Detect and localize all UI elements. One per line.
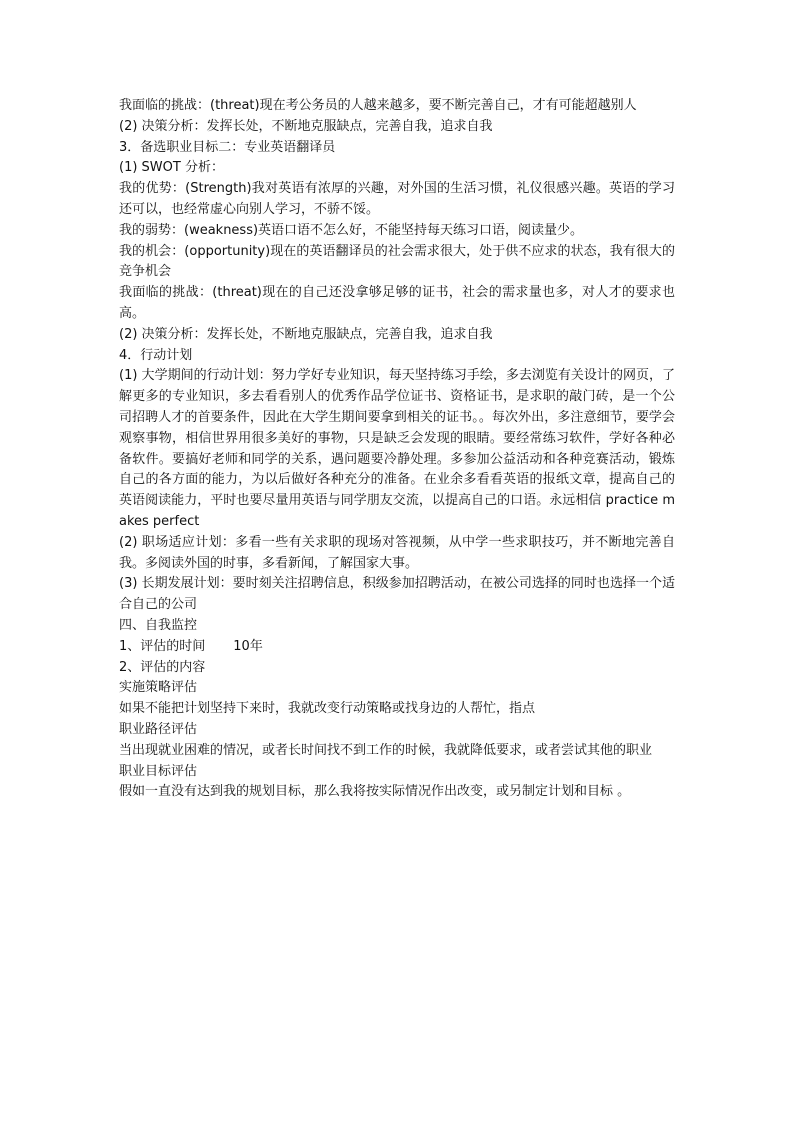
paragraph-weakness: 我的弱势：(weakness)英语口语不怎么好，不能坚持每天练习口语，阅读量少。 [119,222,584,238]
paragraph-path-evaluation: 当出现就业困难的情况，或者长时间找不到工作的时候，我就降低要求，或者尝试其他的职业 [119,742,653,758]
heading-strategy-evaluation: 实施策略评估 [119,680,198,696]
paragraph-workplace-plan: (2) 职场适应计划：多看一些有关求职的现场对答视频，从中学一些求职技巧，并不断地完善自我。多阅读外国的时事，多看新闻，了解国家大事。 [119,534,675,571]
paragraph-strategy-evaluation: 如果不能把计划坚持下来时，我就改变行动策略或找身边的人帮忙，指点 [119,701,536,717]
heading-goal-evaluation: 职业目标评估 [119,763,198,779]
heading-swot-analysis: (1) SWOT 分析： [119,160,224,176]
paragraph-opportunity: 我的机会：(opportunity)现在的英语翻译员的社会需求很大，处于供不应求的状态，我有很大的竞争机会 [119,243,675,280]
evaluation-time-label: 1、评估的时间 [119,638,206,654]
heading-action-plan: 4．行动计划 [119,347,193,363]
evaluation-time-value: 10年 [233,638,263,654]
heading-path-evaluation: 职业路径评估 [119,721,198,737]
paragraph-threat-civil-service: 我面临的挑战：(threat)现在考公务员的人越来越多，要不断完善自己，才有可能超越别人 [119,98,637,113]
heading-evaluation-content: 2、评估的内容 [119,659,206,675]
paragraph-decision-analysis-2: (2) 决策分析：发挥长处，不断地克服缺点，完善自我，追求自我 [119,326,493,342]
evaluation-time-line [119,637,675,658]
paragraph-university-plan: (1) 大学期间的行动计划：努力学好专业知识，每天坚持练习手绘，多去浏览有关设计的网页，了解更多的专业知识，多去看看别人的优秀作品学位证书、资格证书，是求职的敲门砖，是一个公司招聘人才的首要条件，因此在大学生期间要拿到相关的证书。。每次外出，多注意细节，要学会观察事物，相信世界用很多美好的事物，只是缺乏会发现的眼睛。要经常练习软件，学好各种必备软件。要搞好老师和同学的关系，遇问题要冷静处理。多参加公益活动和各种竞赛活动，锻炼自己的各方面的能力，为以后做好各种充分的准备。在业余多看看英语的报纸文章，提高自己的英语阅读能力，平时也要尽量用英语与同学朋友交流，以提高自己的口语。永远相信 practice makes perfect [119,368,675,529]
paragraph-threat-certificates: 我面临的挑战：(threat)现在的自己还没拿够足够的证书，社会的需求量也多，对人才的要求也高。 [119,285,675,321]
document-page [119,96,675,803]
paragraph-long-term-plan: (3) 长期发展计划：要时刻关注招聘信息，积级参加招聘活动，在被公司选择的同时也选择一个适合自己的公司 [119,576,675,613]
heading-self-monitoring: 四、自我监控 [119,617,198,633]
paragraph-strength: 我的优势：(Strength)我对英语有浓厚的兴趣，对外国的生活习惯，礼仪很感兴趣。英语的学习还可以，也经常虚心向别人学习，不骄不馁。 [119,181,675,217]
paragraph-goal-evaluation: 假如一直没有达到我的规划目标，那么我将按实际情况作出改变，或另制定计划和目标 。 [119,784,631,800]
paragraph-decision-analysis-1: (2) 决策分析：发挥长处，不断地克服缺点，完善自我，追求自我 [119,118,493,134]
heading-alternative-goal-2: 3．备选职业目标二：专业英语翻译员 [119,139,336,155]
